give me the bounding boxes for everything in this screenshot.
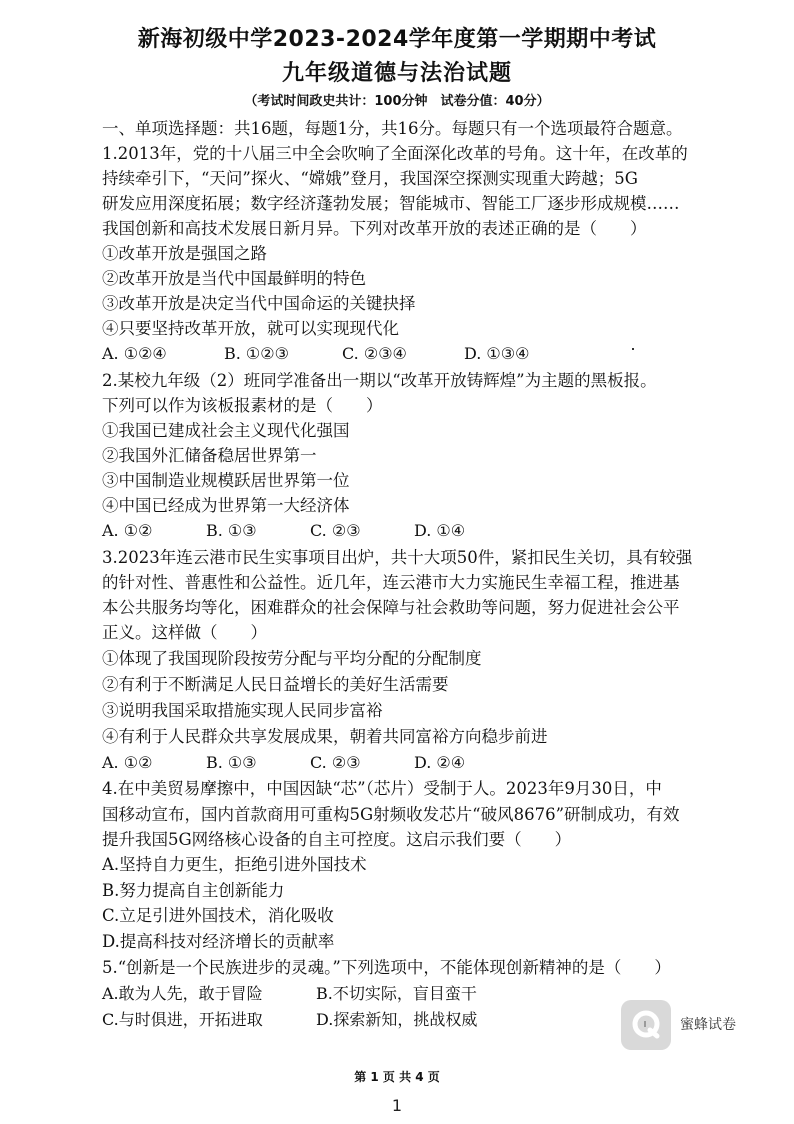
question-2-stem-line: 2.某校九年级（2）班同学准备出一期以“改革开放铸辉煌”为主题的黑板报。 bbox=[102, 371, 657, 390]
question-3-option-d: D. ②④ bbox=[414, 753, 466, 772]
question-2-options bbox=[102, 518, 465, 543]
exam-info: （考试时间政史共计：100分钟 试卷分值：40分） bbox=[244, 94, 550, 109]
question-4-option-c: C.立足引进外国技术，消化吸收 bbox=[102, 906, 334, 925]
question-2-option-c: C. ②③ bbox=[310, 521, 361, 540]
question-4-stem-line: 提升我国5G网络核心设备的自主可控度。这启示我们要（ ） bbox=[102, 830, 572, 849]
question-3-item: ④有利于人民群众共享发展成果，朝着共同富裕方向稳步前进 bbox=[102, 727, 548, 746]
question-2-item: ④中国已经成为世界第一大经济体 bbox=[102, 496, 350, 515]
question-2-stem-line: 下列可以作为该板报素材的是（ ） bbox=[102, 396, 383, 415]
question-3-option-b: B. ①③ bbox=[206, 753, 257, 772]
page-info: 第 1 页 共 4 页 bbox=[354, 1070, 440, 1084]
question-3-option-a: A. ①② bbox=[102, 753, 153, 772]
question-4-stem-line: 国移动宣布，国内首款商用可重构5G射频收发芯片“破风8676”研制成功，有效 bbox=[102, 805, 680, 824]
question-5-stem: 5.“创新是一个民族进步的灵魂。”下列选项中，不能体现创新精神的是（ ） bbox=[102, 958, 671, 977]
question-3-item: ②有利于不断满足人民日益增长的美好生活需要 bbox=[102, 675, 449, 694]
exam-title: 新海初级中学2023-2024学年度第一学期期中考试 bbox=[137, 27, 657, 52]
question-4-stem-line: 4.在中美贸易摩擦中，中国因缺“芯”（芯片）受制于人。2023年9月30日，中 bbox=[102, 779, 662, 798]
question-2-option-d: D. ①④ bbox=[414, 521, 466, 540]
question-3-stem-line: 本公共服务均等化，困难群众的社会保障与社会救助等问题，努力促进社会公平 bbox=[102, 598, 680, 617]
question-5-option-a: A.敢为人先，敢于冒险 bbox=[102, 984, 263, 1003]
question-4-option-b: B.努力提高自主创新能力 bbox=[102, 881, 285, 900]
question-4-option-a: A.坚持自力更生，拒绝引进外国技术 bbox=[102, 855, 367, 874]
question-1-item: ④只要坚持改革开放，就可以实现现代化 bbox=[102, 319, 399, 338]
exam-subtitle: 九年级道德与法治试题 bbox=[281, 61, 512, 86]
question-1-option-c: C. ②③④ bbox=[342, 344, 407, 363]
question-5-option-d: D.探索新知，挑战权威 bbox=[316, 1010, 478, 1029]
page-number: 1 bbox=[391, 1096, 403, 1115]
question-3-item: ③说明我国采取措施实现人民同步富裕 bbox=[102, 701, 383, 720]
app-logo-icon bbox=[621, 1000, 671, 1050]
question-1-options bbox=[102, 341, 529, 366]
question-2-item: ①我国已建成社会主义现代化强国 bbox=[102, 421, 350, 440]
question-1-stem-line: 研发应用深度拓展；数字经济蓬勃发展；智能城市、智能工厂逐步形成规模…… bbox=[102, 194, 680, 213]
question-1-item: ①改革开放是强国之路 bbox=[102, 244, 267, 263]
section-heading: 一、单项选择题：共16题，每题1分，共16分。每题只有一个选项最符合题意。 bbox=[102, 119, 683, 138]
scan-speck bbox=[632, 348, 634, 350]
question-3-option-c: C. ②③ bbox=[310, 753, 361, 772]
question-4-option-d: D.提高科技对经济增长的贡献率 bbox=[102, 932, 335, 951]
question-5-option-b: B.不切实际，盲目蛮干 bbox=[316, 984, 477, 1003]
question-3-stem-line: 的针对性、普惠性和公益性。近几年，连云港市大力实施民生幸福工程，推进基 bbox=[102, 573, 680, 592]
question-2-option-b: B. ①③ bbox=[206, 521, 257, 540]
question-1-item: ②改革开放是当代中国最鲜明的特色 bbox=[102, 269, 366, 288]
question-1-option-d: D. ①③④ bbox=[464, 344, 530, 363]
question-2-item: ②我国外汇储备稳居世界第一 bbox=[102, 446, 317, 465]
question-3-stem-line: 正义。这样做（ ） bbox=[102, 623, 267, 642]
question-5-option-c: C.与时俱进，开拓进取 bbox=[102, 1010, 263, 1029]
question-1-item: ③改革开放是决定当代中国命运的关键抉择 bbox=[102, 294, 416, 313]
question-1-stem-line: 我国创新和高技术发展日新月异。下列对改革开放的表述正确的是（ ） bbox=[102, 219, 647, 238]
question-2-item: ③中国制造业规模跃居世界第一位 bbox=[102, 471, 350, 490]
question-5-options-row-1 bbox=[102, 981, 477, 1006]
question-2-option-a: A. ①② bbox=[102, 521, 153, 540]
watermark-text: 蜜蜂试卷 bbox=[680, 1017, 736, 1033]
question-1-option-b: B. ①②③ bbox=[224, 344, 289, 363]
question-1-stem-line: 持续牵引下，“天问”探火、“嫦娥”登月，我国深空探测实现重大跨越；5G bbox=[102, 169, 638, 188]
question-5-options-row-2 bbox=[102, 1007, 477, 1032]
question-3-item: ①体现了我国现阶段按劳分配与平均分配的分配制度 bbox=[102, 649, 482, 668]
question-1-stem-line: 1.2013年，党的十八届三中全会吹响了全面深化改革的号角。这十年，在改革的 bbox=[102, 144, 688, 163]
question-1-option-a: A. ①②④ bbox=[102, 344, 167, 363]
question-3-stem-line: 3.2023年连云港市民生实事项目出炉，共十大项50件，紧扣民生关切，具有较强 bbox=[102, 548, 693, 567]
question-3-options bbox=[102, 750, 465, 775]
